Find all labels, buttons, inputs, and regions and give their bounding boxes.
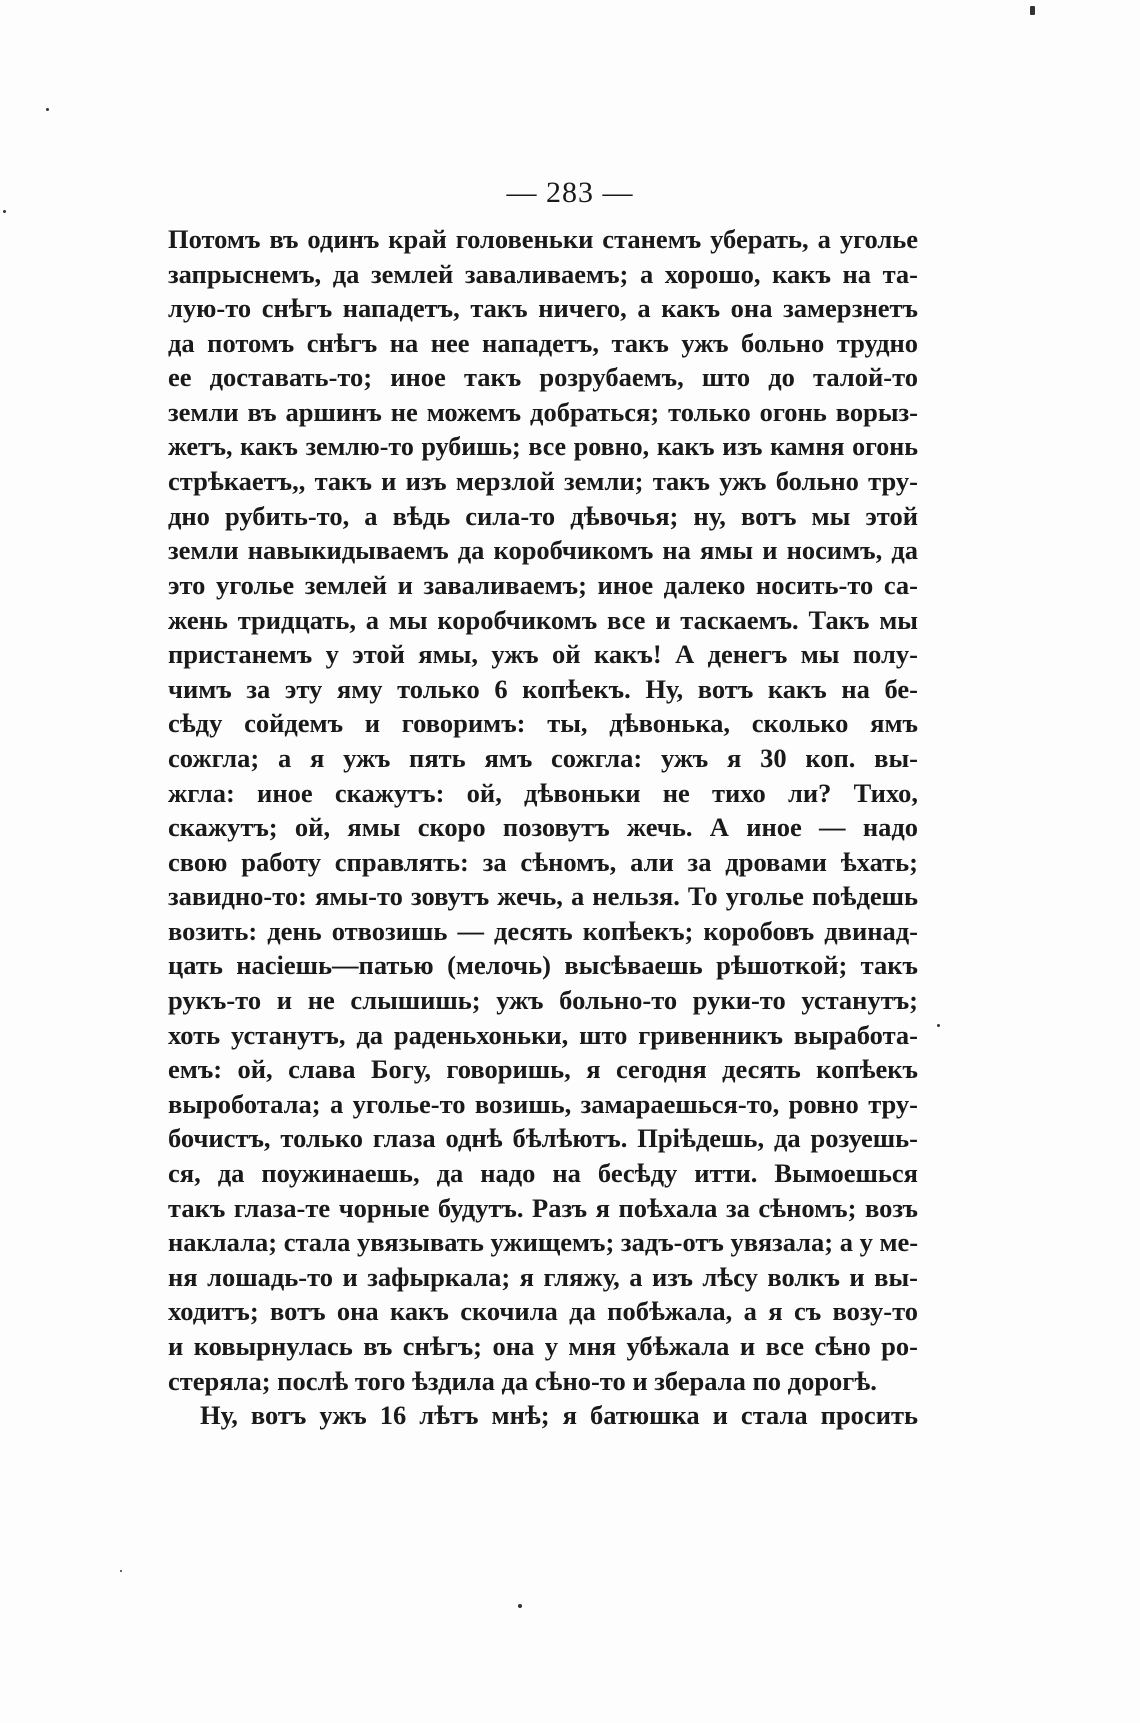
text-line: сѣду сойдемъ и говоримъ: ты, дѣвонька, сколько ямъ [168,708,918,739]
text-line: ходитъ; вотъ она какъ скочила да побѣжала, а я съ возу-то [168,1296,918,1327]
text-line: жень тридцать, а мы коробчикомъ все и таскаемъ. Такъ мы [168,604,918,635]
text-line: пристанемъ у этой ямы, ужъ ой какъ! А денегъ мы полу- [168,639,918,670]
text-line: и ковырнулась въ снѣгъ; она у мня убѣжала и все сѣно ро- [168,1331,918,1361]
text-line: хоть устанутъ, да раденьхоньки, што гривенникъ выработа- [168,1019,918,1050]
scan-speck [3,210,6,213]
text-line: да потомъ снѣгъ на нее нападетъ, такъ ужъ больно трудно [168,327,918,358]
text-line: Потомъ въ одинъ край головеньки станемъ уберать, а уголье [168,224,918,254]
text-line: земли навыкидываемъ да коробчикомъ на ямы и носимъ, да [168,535,918,566]
text-line: это уголье землей и заваливаемъ; иное далеко носить-то са- [168,569,918,600]
scan-speck [46,108,49,111]
text-line: такъ глаза-те чорные будутъ. Разъ я поѣхала за сѣномъ; возъ [168,1192,918,1223]
text-line: жгла: иное скажутъ: ой, дѣвоньки не тихо ли? Тихо, [168,777,918,808]
body-text [168,222,918,1433]
scan-speck [937,1024,940,1027]
text-line: рукъ-то и не слышишь; ужъ больно-то руки-то устанутъ; [168,985,918,1016]
scan-speck [1030,6,1035,15]
text-line: ее доставать-то; иное такъ розрубаемъ, што до талой-то [168,362,918,393]
scan-speck [120,1570,122,1572]
text-line: жетъ, какъ землю-то рубишь; все ровно, какъ изъ камня огонь [168,431,918,461]
text-line: наклала; стала увязывать ужищемъ; задъ-отъ увязала; а у ме- [168,1227,918,1258]
text-line: Ну, вотъ ужъ 16 лѣтъ мнѣ; я батюшка и стала просить [200,1400,918,1431]
text-line: цать насіешь—патью (мелочь) высѣваешь рѣшоткой; такъ [168,950,918,981]
text-line: земли въ аршинъ не можемъ добраться; только огонь ворыз- [168,396,918,427]
text-line: ня лошадь-то и зафыркала; я гляжу, а изъ лѣсу волкъ и вы- [168,1261,918,1292]
text-line: скажутъ; ой, ямы скоро позовутъ жечь. А иное — надо [168,812,918,843]
page-number: — 283 — [506,176,634,209]
text-line: стрѣкаетъ,, такъ и изъ мерзлой земли; такъ ужъ больно тру- [168,466,918,497]
text-line: емъ: ой, слава Богу, говоришь, я сегодня десять копѣекъ [168,1054,918,1085]
scan-speck [518,1604,522,1608]
text-line: возить: день отвозишь — десять копѣекъ; коробовъ двинад- [168,915,918,946]
text-line: завидно-то: ямы-то зовутъ жечь, а нельзя. То уголье поѣдешь [168,881,918,912]
text-line: стеряла; послѣ того ѣздила да сѣно-то и зберала по дорогѣ. [168,1365,877,1396]
text-line: выроботала; а уголье-то возишь, замараешься-то, ровно тру- [168,1088,918,1119]
text-line: ся, да поужинаешь, да надо на бесѣду итти. Вымоешься [168,1158,918,1189]
text-line: запрыснемъ, да землей заваливаемъ; а хорошо, какъ на та- [168,258,918,289]
text-line: лую-то снѣгъ нападетъ, такъ ничего, а какъ она замерзнетъ [168,293,918,324]
text-line: свою работу справлять: за сѣномъ, али за дровами ѣхать; [168,846,918,877]
text-line: бочистъ, только глаза однѣ бѣлѣютъ. Пріѣдешь, да розуешь- [168,1123,918,1154]
text-line: чимъ за эту яму только 6 копѣекъ. Ну, вотъ какъ на бе- [168,673,918,704]
text-line: дно рубить-то, а вѣдь сила-то дѣвочья; ну, вотъ мы этой [168,500,918,531]
text-line: сожгла; а я ужъ пять ямъ сожгла: ужъ я 30 коп. вы- [168,742,918,773]
